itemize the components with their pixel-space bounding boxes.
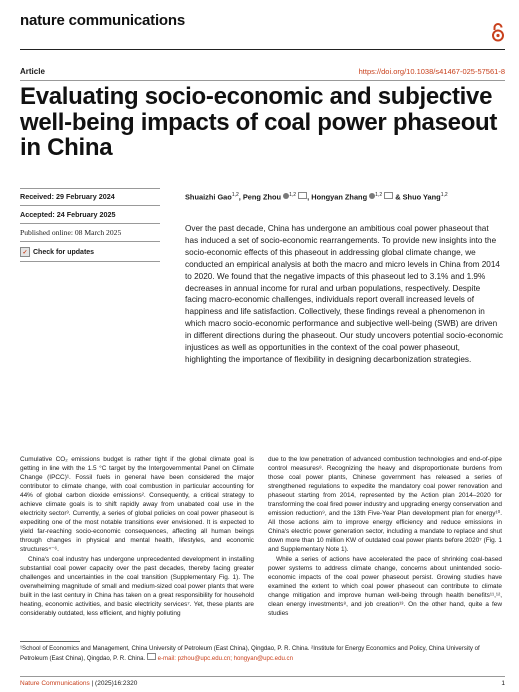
footer-rule xyxy=(20,676,505,677)
author-name[interactable]: Hongyan Zhang xyxy=(311,192,368,202)
meta-rule xyxy=(20,241,160,242)
author-name[interactable]: Peng Zhou xyxy=(242,192,282,202)
affiliation-text: ¹School of Economics and Management, China University of Petroleum (East China), Qingdao, P. R. China. ²Institute for Energy Economics and Policy, China University of Petroleum (East China), Qingdao, P. R. China. xyxy=(20,645,480,663)
footer-journal[interactable]: Nature Communications xyxy=(20,680,90,687)
body-column-right xyxy=(268,455,502,618)
abstract: Over the past decade, China has undergone an ambitious coal power phaseout that has induced a set of socio-economic rearrangements. To provide new insights into the socio-economic effects of this phaseout in addressing global climate change, we conducted an empirical analysis at both the macro and micro levels in China from 2014 to 2020. We found that the negative impacts of this phaseout led to 3.1% and 1.9% decreases in annual income for rural and urban populations, respectively. Despite facing macro-economic challenges, individuals report overall increased levels of happiness and life satisfaction. Collectively, these findings reveal a phenomenon in which macro socio-economic performance and subjective well-being (SWB) are driven in different directions during the phaseout. Our study uncovers potential socio-economic injustices as well as opportunities in the context of the coal power phaseout, highlighting the importance of flexibility in designing decarbonization strategies. xyxy=(185,224,503,364)
body-column-left xyxy=(20,455,254,618)
check-updates-icon: ✓ xyxy=(20,247,30,257)
doi-link[interactable]: https://doi.org/10.1038/s41467-025-57561-8 xyxy=(358,67,505,76)
article-title: Evaluating socio-economic and subjective well-being impacts of coal power phaseout in China xyxy=(20,83,498,161)
page-number: 1 xyxy=(501,680,505,687)
footnote-rule xyxy=(20,641,80,642)
body-paragraph: due to the low penetration of advanced combustion technologies and end-of-pipe control measures⁸. Recognizing the heavy and disproportionate burdens from those coal power plants, Chinese government has released a series of strengthened regulations to expedite the mandatory coal power renovation and phaseout starting from 2014, represented by the Action plan 2014–2020 for transforming the coal fired power industry and upgrading energy conservation and emission reduction⁹, and the 13th Five-Year Plan development plan for energy¹⁰. All those actions aim to improve energy efficiency and reduce emissions in China's electric power generation sector, including a mandate to replace and shut down more than 10 million KW of outdated coal power plants before 2020⁷ (Fig. 1 and Supplementary Note 1). xyxy=(268,456,502,554)
email-icon[interactable] xyxy=(384,192,393,199)
header-rule xyxy=(20,49,505,50)
open-access-icon[interactable] xyxy=(491,22,505,42)
footer-volume: | (2025)16:2320 xyxy=(91,680,138,687)
body-paragraph: Cumulative CO₂ emissions budget is rather tight if the global climate goal is getting in line with the 1.5 °C target by the Intergovernmental Panel on Climate Change (IPCC)¹. Fossil fuels in general have been considered the major contributor to climate change, with coal combustion in particular accounting for 44% of global carbon dioxide emissions². Consequently, a critical strategy to achieve climate goals is to shift rapidly away from unabated coal use in the electricity sector³. Currently, a series of global policies on coal power phaseout is expediting one of the most notable transitions ever envisioned. It is expected to yield far-reaching socio-economic consequences, affecting all human beings through changes in physical and mental health, lifestyles, and economic structures⁴⁻⁶. xyxy=(20,456,254,554)
meta-rule xyxy=(20,223,160,224)
meta-rule xyxy=(20,261,160,262)
check-updates-button[interactable] xyxy=(20,245,94,259)
author-list: Shuaizhi Gao$^{1,2}$, Peng Zhou $^{1,2}$ , Hongyan Zhang $^{1,2}$ & Shuo Yang$^{1,2}$ xyxy=(185,192,448,202)
footer-citation xyxy=(20,680,137,687)
email-icon[interactable] xyxy=(298,192,307,199)
meta-rule xyxy=(20,205,160,206)
email-icon xyxy=(147,653,156,660)
accepted-date: Accepted: 24 February 2025 xyxy=(20,210,116,219)
author-name[interactable]: Shuo Yang xyxy=(402,192,441,202)
article-type-label: Article xyxy=(20,67,45,76)
affiliations xyxy=(20,645,503,664)
received-date: Received: 29 February 2024 xyxy=(20,192,115,201)
journal-name: nature communications xyxy=(20,12,185,29)
meta-rule xyxy=(20,188,160,189)
body-paragraph: China's coal industry has undergone unprecedented development in installing substantial coal power capacity over the past decades, thereby facing greater challenges and uncertainties in the coal transition (Supplementary Fig. 1). The overwhelming magnitude of small and medium-sized coal power plants that were built in the last century in China has taken on a great responsibility for household heating, economic activities, and basic electricity services⁷. Yet, these plants are considerably outdated, less efficient, and highly polluting xyxy=(20,555,254,617)
title-rule xyxy=(20,80,505,81)
email-addresses[interactable]: e-mail: pzhou@upc.edu.cn; hongyan@upc.edu.cn xyxy=(157,655,293,663)
author-name[interactable]: Shuaizhi Gao xyxy=(185,192,232,202)
published-date: Published online: 08 March 2025 xyxy=(20,228,122,237)
check-updates-label: Check for updates xyxy=(33,248,95,256)
body-paragraph: While a series of actions have accelerated the pace of shrinking coal-based power systems to address climate change, concerns about unintended socio-economic impacts of the coal power phaseout persist. Growing studies have examined the extent to which coal power phaseout can contribute to climate change mitigation and improve human well-being through health benefits¹¹,¹², clean energy investments⁸, and job creation¹³. On the other hand, quite a few studies xyxy=(268,555,502,617)
